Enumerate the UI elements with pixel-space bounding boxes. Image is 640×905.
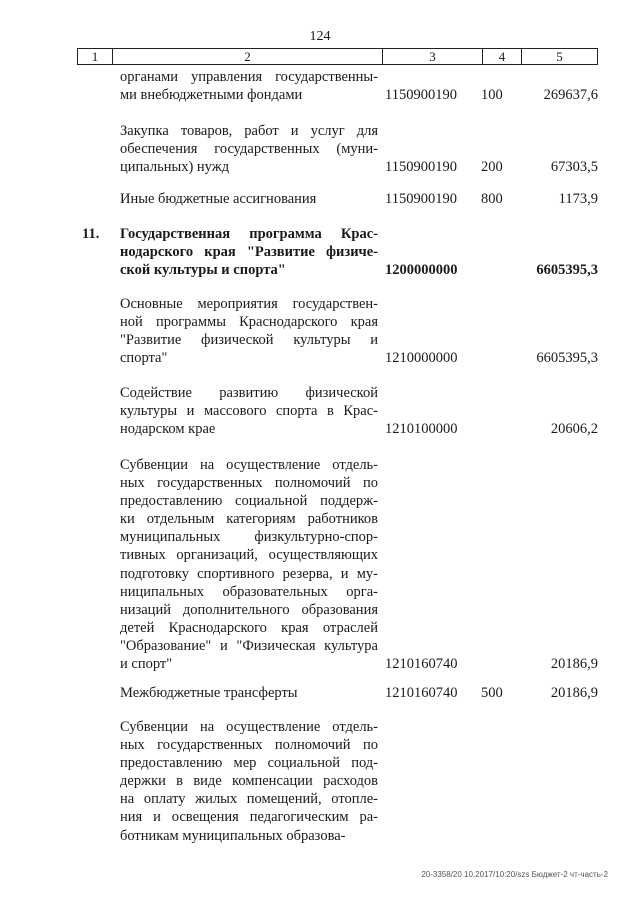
row-amount: 20186,9 [550,656,598,673]
row-name [120,384,378,438]
row-name-line: ки отдельным категориям работников [120,511,378,528]
row-name-line: Субвенции на осуществление отдель- [120,457,378,473]
row-amount: 6605395,3 [536,262,598,279]
row-name [120,190,378,208]
row-name-line: ботникам муниципальных образова- [120,827,346,844]
row-code: 1210160740 [385,656,458,673]
row-code: 1150900190 [385,87,457,104]
row-amount: 20606,2 [550,421,598,438]
column-header-3: 3 [383,49,483,64]
row-name [120,718,378,845]
row-name-line: "Образование" и "Физическая культура [120,637,378,654]
row-name-line: детей Краснодарского края отраслей [120,619,378,636]
column-header-1: 1 [78,49,113,64]
row-name [120,684,378,702]
row-name-line: "Развитие физической культуры и [120,332,378,349]
row-name-line: обеспечения государственных (муни- [120,141,378,158]
row-name-line: предоставлению социальной поддерж- [120,493,378,510]
row-name-line: ных государственных полномочий по [120,737,378,754]
row-code: 1210000000 [385,350,458,367]
row-name-line: ния и освещения педагогическим ра- [120,809,378,826]
row-amount: 67303,5 [550,159,598,176]
row-name-line: Субвенции на осуществление отдель- [120,719,378,735]
row-name-line: ципальных) нужд [120,159,230,176]
row-amount: 20186,9 [550,685,598,701]
row-code: 1150900190 [385,159,457,176]
row-expense-type: 100 [481,87,503,104]
column-header-4: 4 [483,49,522,64]
row-amount: 1173,9 [558,191,598,207]
row-name-line: нодарском крае [120,421,216,438]
row-expense-type: 500 [481,685,503,701]
row-name-line: муниципальных физкультурно-спор- [120,529,378,546]
row-name-line: Государственная программа Крас- [120,226,378,242]
row-code: 1150900190 [385,191,457,207]
row-name-line: Межбюджетные трансферты [120,685,298,701]
row-name [120,456,378,673]
column-header-row [77,48,598,65]
row-name-line: ниципальных образовательных орга- [120,583,378,600]
row-name-line: органами управления государственны- [120,69,378,85]
row-name-line: низаций дополнительного образования [120,601,378,618]
row-name [120,122,378,176]
row-name-line: Основные мероприятия государствен- [120,296,378,312]
row-number: 11. [82,226,100,242]
row-name-line: Иные бюджетные ассигнования [120,191,317,207]
row-name-line: и спорт" [120,656,173,673]
row-name-line: подготовку спортивного резерва, и му- [120,565,378,582]
row-name-line: Закупка товаров, работ и услуг для [120,123,378,139]
row-name [120,295,378,367]
row-name [120,68,378,104]
row-name-line: ной программы Краснодарского края [120,314,378,331]
row-name-line: ных государственных полномочий по [120,475,378,492]
row-amount: 6605395,3 [536,350,598,367]
row-name-line: ми внебюджетными фондами [120,87,303,104]
row-code: 1200000000 [385,262,458,279]
row-expense-type: 200 [481,159,503,176]
column-header-5: 5 [556,48,563,64]
row-name-line: держки в виде компенсации расходов [120,773,378,790]
row-name-line: нодарского края "Развитие физиче- [120,244,378,261]
row-expense-type: 800 [481,191,503,207]
row-name-line: ской культуры и спорта" [120,262,286,279]
page-number: 124 [309,29,331,44]
row-name-line: тивных организаций, осуществляющих [120,547,378,564]
row-name-line: культуры и массового спорта в Крас- [120,403,378,420]
column-header-2: 2 [113,49,383,64]
row-name-line: на оплату жилых помещений, отопле- [120,791,378,808]
document-footer-code: 20-3358/20 10.2017/10:20/szs Бюджет-2 чт-часть-2 [421,870,608,879]
row-amount: 269637,6 [543,87,598,104]
row-code: 1210100000 [385,421,458,438]
row-name [120,225,378,279]
row-name-line: Содействие развитию физической [120,385,378,401]
row-name-line: спорта" [120,350,168,367]
row-code: 1210160740 [385,685,458,701]
row-name-line: предоставлению мер социальной под- [120,755,378,772]
